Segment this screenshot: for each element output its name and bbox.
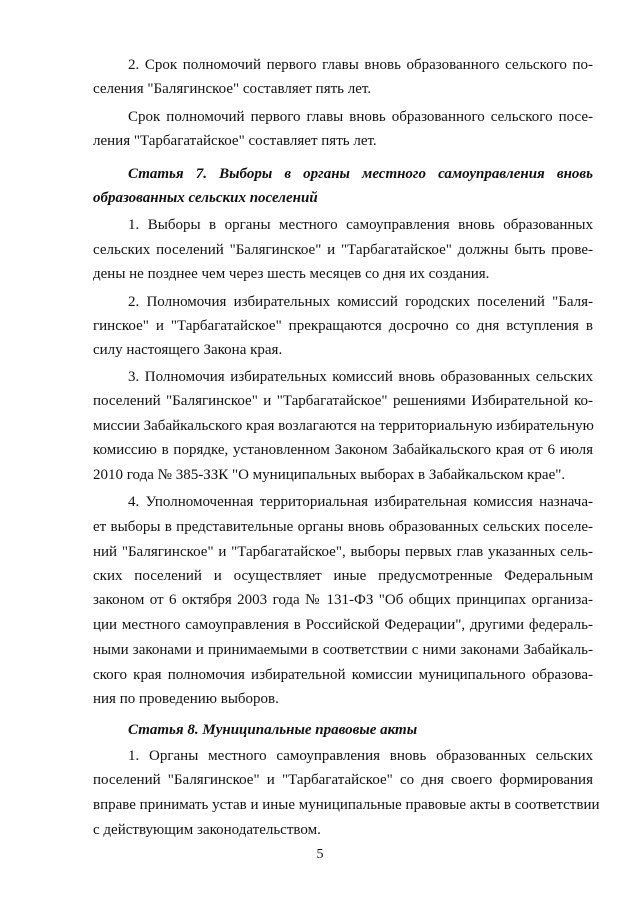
article-7-paragraph-2-line-3: силу настоящего Закона края. [93, 342, 283, 358]
article-7-paragraph-3-line-2: поселений "Балягинское" и "Тарбагатайское" решениями Избирательной ко- [93, 393, 593, 409]
article-7-paragraph-3-line-3: миссии Забайкальского края возлагаются на территориальную избирательную [93, 418, 594, 434]
article-7-paragraph-4-line-5: законом от 6 октября 2003 года № 131-ФЗ "Об общих принципах организа- [93, 592, 593, 608]
article-7-paragraph-4-line-8: ского края полномочия избирательной комиссии муниципального образова- [93, 667, 593, 683]
article-6-paragraph-2-line-2: селения "Балягинское" составляет пять лет. [93, 81, 372, 97]
article-7-heading-line-1: Статья 7. Выборы в органы местного самоуправления вновь [128, 166, 593, 182]
article-7-paragraph-1-line-1: 1. Выборы в органы местного самоуправления вновь образованных [128, 217, 593, 233]
article-8-paragraph-1-line-2: поселений "Балягинское" и "Тарбагатайское" со дня своего формирования [93, 772, 593, 788]
article-6-paragraph-3-line-2: ления "Тарбагатайское" составляет пять лет. [93, 133, 377, 149]
article-7-paragraph-4-line-6: ции местного самоуправления в Российской Федерации", другими федераль- [93, 617, 593, 633]
article-8-heading: Статья 8. Муниципальные правовые акты [128, 722, 418, 738]
article-7-paragraph-1-line-2: сельских поселений "Балягинское" и "Тарбагатайское" должны быть прове- [93, 242, 593, 258]
article-7-paragraph-3-line-4: комиссию в порядке, установленном Законом Забайкальского края от 6 июля [93, 442, 593, 458]
article-7-paragraph-4-line-4: ских поселений и осуществляет иные предусмотренные Федеральным [93, 568, 593, 584]
article-7-paragraph-4-line-9: ния по проведению выборов. [93, 691, 279, 707]
article-7-paragraph-4-line-3: ний "Балягинское" и "Тарбагатайское", выборы первых глав указанных сель- [93, 544, 593, 560]
article-7-paragraph-2-line-1: 2. Полномочия избирательных комиссий городских поселений "Баля- [128, 294, 593, 310]
article-7-paragraph-2-line-2: гинское" и "Тарбагатайское" прекращаются досрочно со дня вступления в [93, 318, 593, 334]
article-7-paragraph-3-line-5: 2010 года № 385-ЗЗК "О муниципальных выборах в Забайкальском крае". [93, 467, 566, 483]
article-7-paragraph-3-line-1: 3. Полномочия избирательных комиссий вновь образованных сельских [128, 369, 593, 385]
article-7-paragraph-4-line-1: 4. Уполномоченная территориальная избирательная комиссия назнача- [128, 494, 593, 510]
article-7-heading-line-2: образованных сельских поселений [93, 190, 318, 206]
article-7-paragraph-4-line-7: ными законами и принимаемыми в соответствии с ними законами Забайкаль- [93, 642, 593, 658]
article-7-paragraph-4-line-2: ет выборы в представительные органы вновь образованных сельских поселе- [93, 519, 593, 535]
article-7-paragraph-1-line-3: дены не позднее чем через шесть месяцев со дня их создания. [93, 266, 490, 282]
article-6-paragraph-2-line-1: 2. Срок полномочий первого главы вновь образованного сельского по- [128, 57, 593, 73]
article-6-paragraph-3-line-1: Срок полномочий первого главы вновь образованного сельского посе- [128, 109, 593, 125]
article-8-paragraph-1-line-4: с действующим законодательством. [93, 822, 321, 838]
article-8-paragraph-1-line-3: вправе принимать устав и иные муниципальные правовые акты в соответствии [93, 797, 600, 813]
article-8-paragraph-1-line-1: 1. Органы местного самоуправления вновь образованных сельских [128, 748, 593, 764]
page-number: 5 [316, 847, 324, 862]
